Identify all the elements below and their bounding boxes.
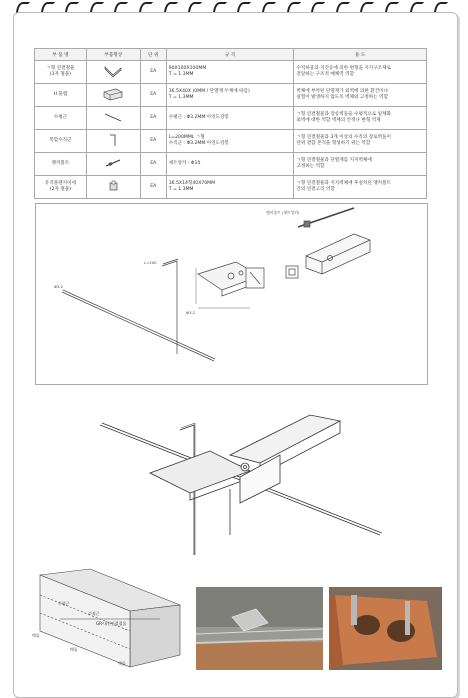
use: ㄱ형 연결철물과 지지벽체에 후설치된 앵커볼트 간의 연결고리 역할 bbox=[294, 176, 427, 199]
callout-rod-dia: Φ3.2 bbox=[54, 284, 64, 289]
installation-photo-bracket bbox=[196, 587, 323, 670]
spec: L=200MML ㄱ형 수직근 : Φ3.2MM 아연도강봉 bbox=[166, 130, 294, 153]
unit: EA bbox=[140, 176, 166, 199]
use: ㄱ형 연결철물과 3개 이상의 수직의 장로벽돌이 단위 결합 본격을 형성하기 위는 역할 bbox=[294, 130, 427, 153]
label-horizontal-rod: 수평근 bbox=[58, 601, 70, 606]
header-unit: 단 위 bbox=[140, 49, 166, 61]
label-brick-2: 벽돌 bbox=[70, 647, 78, 652]
assembly-perspective-drawing bbox=[80, 385, 400, 565]
header-spec: 규 격 bbox=[166, 49, 294, 61]
unit: EA bbox=[140, 61, 166, 84]
part-name: 앵커볼트 bbox=[35, 153, 87, 176]
spec: 36.5X14형40X70MM T = 1.3MM bbox=[166, 176, 294, 199]
label-gr-connector: GR-내진연결철물 bbox=[96, 621, 127, 626]
flange-clip-icon bbox=[86, 176, 140, 199]
header-use: 용 도 bbox=[294, 49, 427, 61]
callout-bracket-dim: Φ3.2 bbox=[186, 310, 196, 315]
bent-rod-icon bbox=[86, 130, 140, 153]
spec: 90X100X100MM T = 1.3MM bbox=[166, 61, 294, 84]
label-vertical-rod: 수직근 bbox=[88, 611, 100, 616]
use: ㄱ형 연결철물과 장롱벽돌을 수평적으로 일체화 외벽에 대한 역할 벽체의 안정나 변형 억제 bbox=[294, 107, 427, 130]
parts-spec-table bbox=[34, 48, 427, 199]
spec: 수평근 : Φ3.2MM 아연도강봉 bbox=[166, 107, 294, 130]
anchor-bolt-icon bbox=[86, 153, 140, 176]
use: 벽체에 부착된 단열재가 외벽에 의한 환건이나 실험이 발생하지 않도록 벽체와 고정하는 역할 bbox=[294, 84, 427, 107]
spec: 세트앙카 : Φ10 bbox=[166, 153, 294, 176]
table-row bbox=[35, 61, 427, 84]
straight-rod-icon bbox=[86, 107, 140, 130]
callout-vertical-len: L=200 bbox=[144, 260, 157, 265]
header-part-shape: 부품형상 bbox=[86, 49, 140, 61]
table-row bbox=[35, 130, 427, 153]
header-part-name: 부 품 명 bbox=[35, 49, 87, 61]
table-header-row bbox=[35, 49, 427, 61]
unit: EA bbox=[140, 84, 166, 107]
part-name: 복합수직근 bbox=[35, 130, 87, 153]
part-name: 유격플랜지이세 (2자 철물) bbox=[35, 176, 87, 199]
exploded-detail-drawing bbox=[35, 203, 428, 385]
table-row bbox=[35, 176, 427, 199]
use: ㄱ형 연결철물과 단열재를 지지벽체에 고정하는 역할 bbox=[294, 153, 427, 176]
part-name: ㄱ형 연결철물 (1자 철물) bbox=[35, 61, 87, 84]
u-channel-icon bbox=[86, 84, 140, 107]
installation-photo-brick-holes bbox=[329, 587, 442, 670]
part-name: H 플랩 bbox=[35, 84, 87, 107]
use: 수직하중과 지진등에 의한 변형을 지지구조체로 전달하는 구조적 매체역 역할 bbox=[294, 61, 427, 84]
table-row bbox=[35, 153, 427, 176]
unit: EA bbox=[140, 107, 166, 130]
brick-wall-drawing bbox=[30, 567, 188, 683]
table-row bbox=[35, 107, 427, 130]
unit: EA bbox=[140, 130, 166, 153]
label-brick-1: 벽돌 bbox=[32, 633, 40, 638]
table-row bbox=[35, 84, 427, 107]
label-brick-3: 벽돌 bbox=[118, 661, 126, 666]
angle-bracket-icon bbox=[86, 61, 140, 84]
spec: 36.5X40X )0MM / 단열재 두께에 따름) T = 1.3MM bbox=[166, 84, 294, 107]
callout-anchor-bolt: 앵커볼트 (세트앙카) bbox=[266, 210, 300, 215]
unit: EA bbox=[140, 153, 166, 176]
parts-exploded-view bbox=[36, 204, 427, 384]
part-name: 수평근 bbox=[35, 107, 87, 130]
